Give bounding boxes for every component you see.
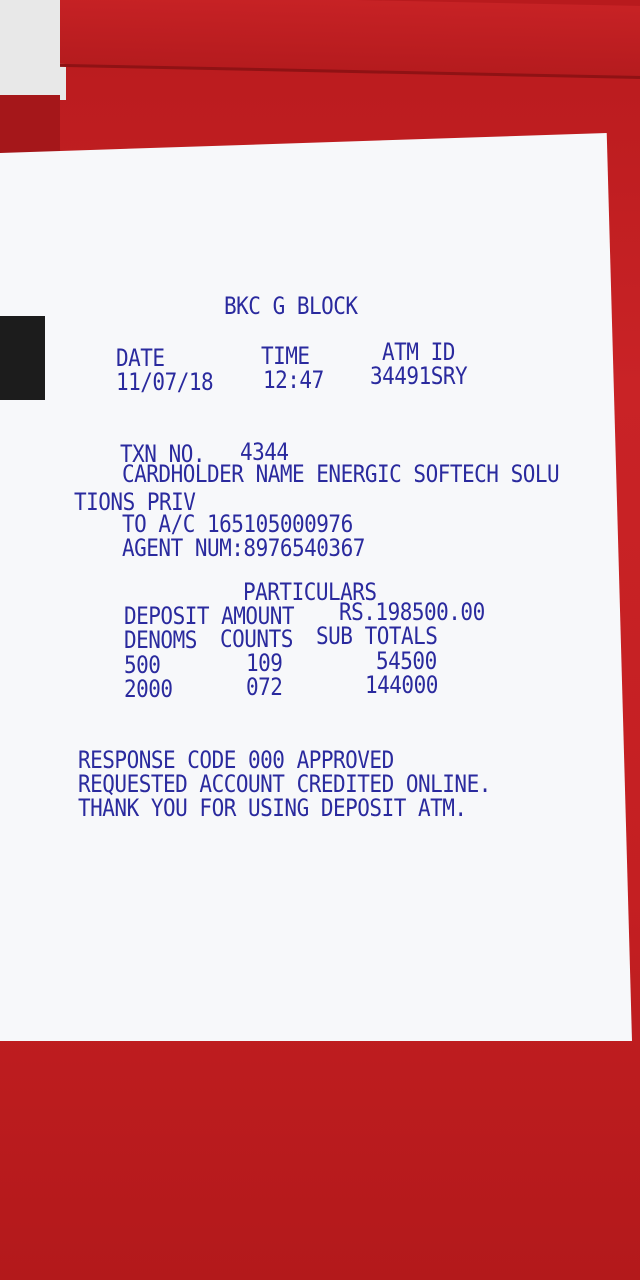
atm-id-label: ATM ID [382, 338, 455, 366]
to-account: TO A/C 165105000976 [122, 510, 353, 538]
black-tab [0, 316, 45, 400]
thanks-line: THANK YOU FOR USING DEPOSIT ATM. [78, 794, 467, 822]
row1-denom: 500 [124, 651, 161, 679]
row2-subtotal: 144000 [365, 671, 438, 699]
date-value: 11/07/18 [116, 368, 214, 396]
credited-line: REQUESTED ACCOUNT CREDITED ONLINE. [78, 770, 491, 798]
time-label: TIME [261, 342, 310, 370]
branch-name: BKC G BLOCK [224, 292, 358, 320]
cardholder-line1: CARDHOLDER NAME ENERGIC SOFTECH SOLU [122, 460, 560, 488]
row1-subtotal: 54500 [376, 647, 437, 675]
header-subtotals: SUB TOTALS [316, 622, 438, 650]
header-counts: COUNTS [220, 625, 293, 653]
time-value: 12:47 [263, 366, 324, 394]
response-line: RESPONSE CODE 000 APPROVED [78, 746, 394, 774]
txn-value: 4344 [240, 438, 289, 466]
tray-lid [60, 0, 640, 79]
date-label: DATE [116, 344, 165, 372]
row1-count: 109 [246, 649, 283, 677]
atm-id-value: 34491SRY [370, 362, 468, 390]
agent-num: AGENT NUM:8976540367 [122, 534, 365, 562]
deposit-label: DEPOSIT AMOUNT [124, 602, 295, 630]
background-wall [0, 0, 66, 100]
header-denoms: DENOMS [124, 626, 197, 654]
cardholder-line2: TIONS PRIV [74, 488, 196, 516]
txn-label: TXN NO. [120, 440, 206, 468]
tray-edge [0, 95, 60, 155]
row2-count: 072 [246, 673, 283, 701]
particulars-title: PARTICULARS [243, 578, 377, 606]
row2-denom: 2000 [124, 675, 173, 703]
deposit-value: RS.198500.00 [339, 598, 485, 626]
